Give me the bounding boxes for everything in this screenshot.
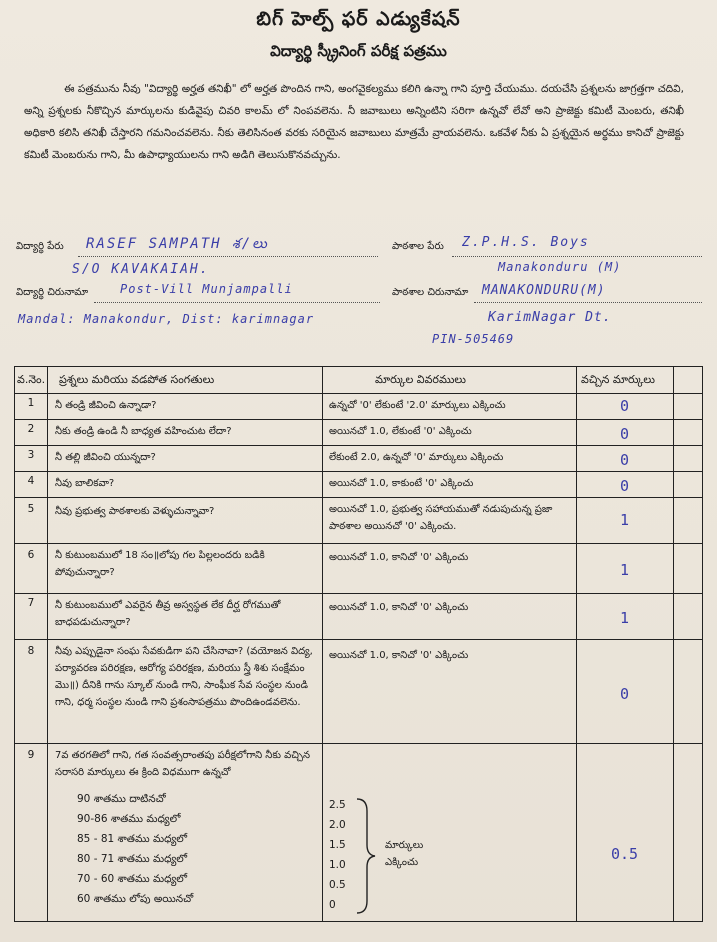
obtained-mark[interactable]: 0: [619, 685, 630, 703]
column-divider: [47, 367, 48, 921]
school-name-value[interactable]: Z.P.H.S. Boys: [462, 235, 590, 250]
row-divider: [15, 543, 702, 544]
row-number: 4: [27, 475, 35, 487]
row-number: 8: [27, 645, 35, 657]
student-address-underline: [94, 302, 380, 303]
marks-rule: అయినచో 1.0, లేకుంటే '0' ఎక్కించు: [329, 426, 472, 437]
row-number: 9: [27, 749, 35, 761]
header-question: ప్రశ్నలు మరియు వడపోత సంగతులు: [59, 373, 215, 386]
marks-rule: అయినచో 1.0, కాకుంటే '0' ఎక్కించు: [329, 478, 474, 489]
district-value[interactable]: KarimNagar Dt.: [488, 310, 612, 325]
obtained-mark[interactable]: 0: [619, 477, 630, 495]
obtained-mark[interactable]: 1: [619, 561, 630, 579]
marks-points-list: [329, 795, 346, 915]
school-address-label: పాఠశాల చిరునామా: [392, 287, 469, 298]
student-address-value[interactable]: Post-Vill Munjampalli: [120, 282, 293, 296]
percentage-range: 90-86 శాతము మధ్యలో: [77, 813, 181, 825]
obtained-mark[interactable]: 0: [619, 451, 630, 469]
marks-point: 2.0: [329, 819, 346, 831]
row-number: 6: [27, 549, 35, 561]
marks-rule: అయినచో 1.0, కానిచో '0' ఎక్కించు: [329, 602, 469, 613]
row-divider: [15, 497, 702, 498]
percentage-range: 70 - 60 శాతము మధ్యలో: [77, 873, 188, 885]
student-name-label: విద్యార్థి పేరు: [16, 241, 64, 252]
screening-questions-table: [14, 366, 703, 922]
row-divider: [15, 445, 702, 446]
row-divider: [15, 639, 702, 640]
question-text: నీ కుటుంబములో ఎవరైన తీవ్ర అస్వస్థత లేక దీర్ఘ రోగముతో బాధపడుచున్నారా?: [55, 600, 281, 628]
percentage-range: 85 - 81 శాతము మధ్యలో: [77, 833, 188, 845]
percentage-range: 80 - 71 శాతము మధ్యలో: [77, 853, 188, 865]
school-name-value-2[interactable]: Manakonduru (M): [498, 260, 622, 274]
question-text: నీవు బాలికవా?: [55, 478, 115, 489]
header-marks-details: మార్కుల వివరములు: [375, 373, 466, 386]
header-sno: వ.నెం.: [17, 373, 46, 386]
school-name-underline: [452, 256, 702, 257]
row-number: 3: [27, 449, 35, 461]
marks-point: 0: [329, 899, 336, 911]
obtained-mark[interactable]: 1: [619, 511, 630, 529]
instructions-paragraph: ఈ పత్రమును నీవు "విద్యార్థి అర్హత తనిఖీ" లో అర్హత పొందిన గాని, అంగవైకల్యము కలిగి ఉన్నా గాని పూర్తి చేయుము. దయచేసి ప్రశ్నలను జాగ్రత్తగా చదివి, అన్ని ప్రశ్నలకు నీకొచ్చిన మార్కులను కుడివైపు చివరి కాలమ్ లో నింపవలెను. నీ జవాబులు అన్నింటిని సరిగా ఉన్నవో లేవో అని ప్రాజెక్టు కమిటీ మెంబరు, తనిఖీ అధికారి కలిసి తనిఖీ చేస్తారని గమనించవలెను. నీకు తెలిసినంత వరకు సరియైన జవాబులు మాత్రమే వ్రాయవలెను. ఒకవేళ నీకు ఏ ప్రశ్నయైన అర్థము కానిచో ప్రాజెక్టు కమిటీ మెంబరును గాని, మీ ఉపాధ్యాయులను గాని అడిగి తెలుసుకొనవచ్చును.: [24, 83, 684, 161]
student-name-underline: [78, 256, 378, 257]
school-address-value[interactable]: MANAKONDURU(M): [482, 283, 606, 298]
question-text: నీకు తండ్రి ఉండి నీ బాధ్యత వహించుట లేదా?: [55, 426, 232, 437]
student-name-value[interactable]: RASEF SAMPATH శ/లు: [86, 236, 269, 252]
marks-rule: అయినచో 1.0, ప్రభుత్వ సహాయముతో నడుపుచున్న ప్రజా పాఠశాల అయినచో '0' ఎక్కించు.: [329, 504, 553, 532]
marks-label-line-2: ఎక్కించు: [385, 857, 419, 868]
marks-rule: అయినచో 1.0, కానిచో '0' ఎక్కించు: [329, 650, 469, 661]
column-divider: [322, 367, 323, 921]
row-divider: [15, 743, 702, 744]
row-number: 1: [27, 397, 35, 409]
percentage-ranges-list: [77, 789, 193, 909]
header-obtained-marks: వచ్చిన మార్కులు: [581, 373, 655, 386]
marks-point: 1.5: [329, 839, 346, 851]
school-name-label: పాఠశాల పేరు: [392, 241, 444, 252]
question-text: నీ కుటుంబములో 18 సం॥లోపు గల పిల్లలందరు బడికి పోవుచున్నారా?: [55, 550, 265, 578]
obtained-mark[interactable]: 0: [619, 425, 630, 443]
marks-point: 1.0: [329, 859, 346, 871]
obtained-mark[interactable]: 0: [619, 397, 630, 415]
marks-label: [385, 837, 423, 871]
percentage-range: 90 శాతము దాటినచో: [77, 793, 166, 805]
obtained-mark[interactable]: 0.5: [610, 845, 639, 863]
question-text: నీ తండ్రి జీవించి ఉన్నాడా?: [55, 400, 157, 411]
row-number: 7: [27, 597, 35, 609]
marks-point: 0.5: [329, 879, 346, 891]
question-text: నీవు ప్రభుత్వ పాఠశాలకు వెళ్ళుచున్నావా?: [55, 506, 215, 517]
page-subtitle: విద్యార్థి స్క్రీనింగ్ పరీక్ష పత్రము: [270, 42, 447, 60]
father-name-value[interactable]: S/O KAVAKAIAH.: [72, 262, 210, 277]
page-title: బిగ్ హెల్ప్ ఫర్ ఎడ్యుకేషన్: [256, 8, 461, 30]
column-divider: [673, 367, 674, 921]
row-number: 5: [27, 503, 35, 515]
marks-point: 2.5: [329, 799, 346, 811]
obtained-mark[interactable]: 1: [619, 609, 630, 627]
question-text: 7వ తరగతిలో గాని, గత సంవత్సరాంతపు పరీక్షలోగాని నీకు వచ్చిన సరాసరి మార్కులు ఈ క్రింది విధముగా ఉన్నచో: [55, 750, 310, 778]
row-divider: [15, 471, 702, 472]
curly-brace: [353, 797, 377, 915]
row-number: 2: [27, 423, 35, 435]
row-divider: [15, 593, 702, 594]
question-text: నీ తల్లి జీవించి యున్నదా?: [55, 452, 156, 463]
student-address-label: విద్యార్థి చిరునామా: [16, 287, 89, 298]
pin-value[interactable]: PIN-505469: [432, 332, 515, 346]
row-divider: [15, 393, 702, 394]
marks-rule: లేకుంటే 2.0, ఉన్నచో '0' మార్కులు ఎక్కించు: [329, 452, 504, 463]
percentage-range: 60 శాతము లోపు అయినచో: [77, 893, 194, 905]
school-address-underline: [474, 302, 702, 303]
marks-rule: ఉన్నచో '0' లేకుంటే '2.0' మార్కులు ఎక్కించు: [329, 400, 506, 411]
question-text: నీవు ఎప్పుడైనా సంఘ సేవకుడిగా పని చేసినావా? (వయోజన విద్య, పర్యావరణ పరిరక్షణ, ఆరోగ్య పరిరక్షణ, మరియు స్త్రీ శిశు సంక్షేమం మొ॥) దీనికి గాను స్కూల్ నుండి గాని, సాంఘీక సేవ సంస్థల నుండి గాని, ధర్మ సంస్థల నుండి గాని ప్రశంసాపత్రము పొందిఉండవలెను.: [55, 646, 313, 708]
row-divider: [15, 419, 702, 420]
mandal-value[interactable]: Mandal: Manakondur, Dist: karimnagar: [18, 312, 315, 326]
marks-label-line-1: మార్కులు: [385, 840, 424, 851]
marks-rule: అయినచో 1.0, కానిచో '0' ఎక్కించు: [329, 552, 469, 563]
